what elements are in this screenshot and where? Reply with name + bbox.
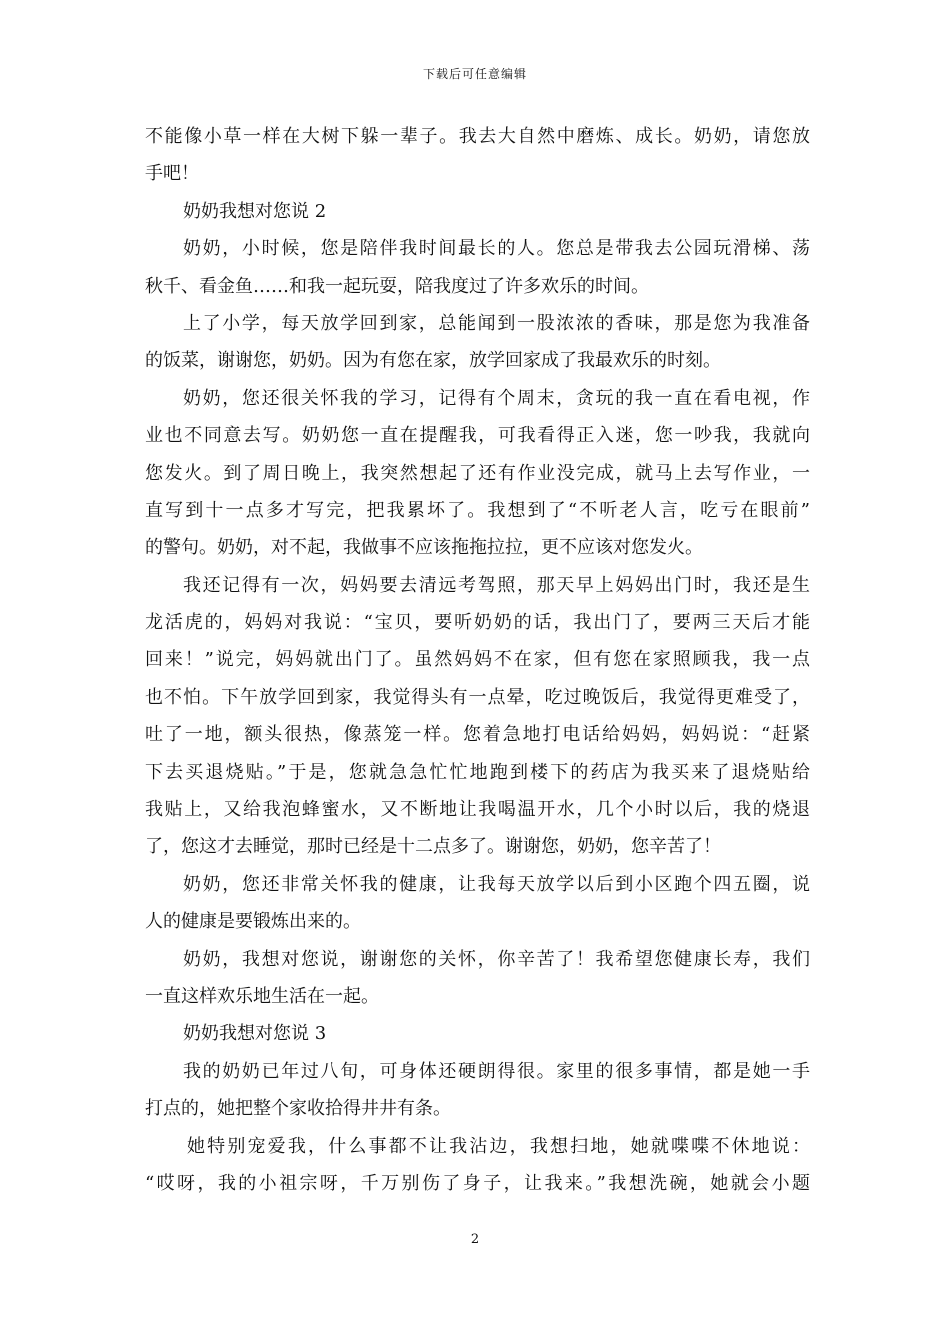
section-heading: 奶奶我想对您说 3 xyxy=(183,1023,327,1045)
text-line: 龙活虎的，妈妈对我说：“宝贝，要听奶奶的话，我出门了，要两三天后才能 xyxy=(145,612,810,634)
text-line: 打点的，她把整个家收拾得井井有条。 xyxy=(145,1098,451,1120)
text-line: 手吧！ xyxy=(145,163,199,185)
text-line: 奶奶，您还非常关怀我的健康，让我每天放学以后到小区跑个四五圈，说 xyxy=(183,873,810,895)
text-line: 奶奶，您还很关怀我的学习，记得有个周末，贪玩的我一直在看电视，作 xyxy=(183,387,810,409)
page-header: 下载后可任意编辑 xyxy=(422,67,527,81)
text-line: 秋千、看金鱼……和我一起玩耍，陪我度过了许多欢乐的时间。 xyxy=(145,275,649,297)
text-line: 您发火。到了周日晚上，我突然想起了还有作业没完成，就马上去写作业，一 xyxy=(145,462,810,484)
text-line: 我贴上，又给我泡蜂蜜水，又不断地让我喝温开水，几个小时以后，我的烧退 xyxy=(145,799,810,821)
text-line: 的警句。奶奶，对不起，我做事不应该拖拖拉拉，更不应该对您发火。 xyxy=(145,537,703,559)
section-heading: 奶奶我想对您说 2 xyxy=(183,200,327,222)
text-line: 吐了一地，额头很热，像蒸笼一样。您着急地打电话给妈妈，妈妈说：“赶紧 xyxy=(145,724,810,746)
text-line: 上了小学，每天放学回到家，总能闻到一股浓浓的香味，那是您为我准备 xyxy=(183,312,810,334)
text-line: 人的健康是要锻炼出来的。 xyxy=(145,911,361,933)
text-line: 了，您这才去睡觉，那时已经是十二点多了。谢谢您，奶奶，您辛苦了！ xyxy=(145,836,721,858)
document-body xyxy=(145,118,810,1202)
text-line: 一直这样欢乐地生活在一起。 xyxy=(145,985,379,1007)
text-line: 奶奶，小时候，您是陪伴我时间最长的人。您总是带我去公园玩滑梯、荡 xyxy=(183,238,810,260)
text-line: 回来！”说完，妈妈就出门了。虽然妈妈不在家，但有您在家照顾我，我一点 xyxy=(145,649,810,671)
text-line: 奶奶，我想对您说，谢谢您的关怀，你辛苦了！我希望您健康长寿，我们 xyxy=(183,948,810,970)
text-line: 我的奶奶已年过八旬，可身体还硬朗得很。家里的很多事情，都是她一手 xyxy=(183,1060,810,1082)
text-line: 下去买退烧贴。”于是，您就急急忙忙地跑到楼下的药店为我买来了退烧贴给 xyxy=(145,761,810,783)
text-line: 不能像小草一样在大树下躲一辈子。我去大自然中磨炼、成长。奶奶，请您放 xyxy=(145,126,810,147)
text-line: 直写到十一点多才写完，把我累坏了。我想到了“不听老人言，吃亏在眼前” xyxy=(145,499,810,521)
text-line: 也不怕。下午放学回到家，我觉得头有一点晕，吃过晚饭后，我觉得更难受了， xyxy=(145,686,810,708)
page-number: 2 xyxy=(470,1232,480,1247)
text-line: 我还记得有一次，妈妈要去清远考驾照，那天早上妈妈出门时，我还是生 xyxy=(183,574,810,596)
text-line: “哎呀，我的小祖宗呀，千万别伤了身子，让我来。”我想洗碗，她就会小题 xyxy=(145,1172,810,1194)
text-line: 的饭菜，谢谢您，奶奶。因为有您在家，放学回家成了我最欢乐的时刻。 xyxy=(145,350,721,372)
text-line: 业也不同意去写。奶奶您一直在提醒我，可我看得正入迷，您一吵我，我就向 xyxy=(145,425,810,447)
text-line: 她特别宠爱我，什么事都不让我沾边，我想扫地，她就喋喋不休地说： xyxy=(187,1135,810,1157)
